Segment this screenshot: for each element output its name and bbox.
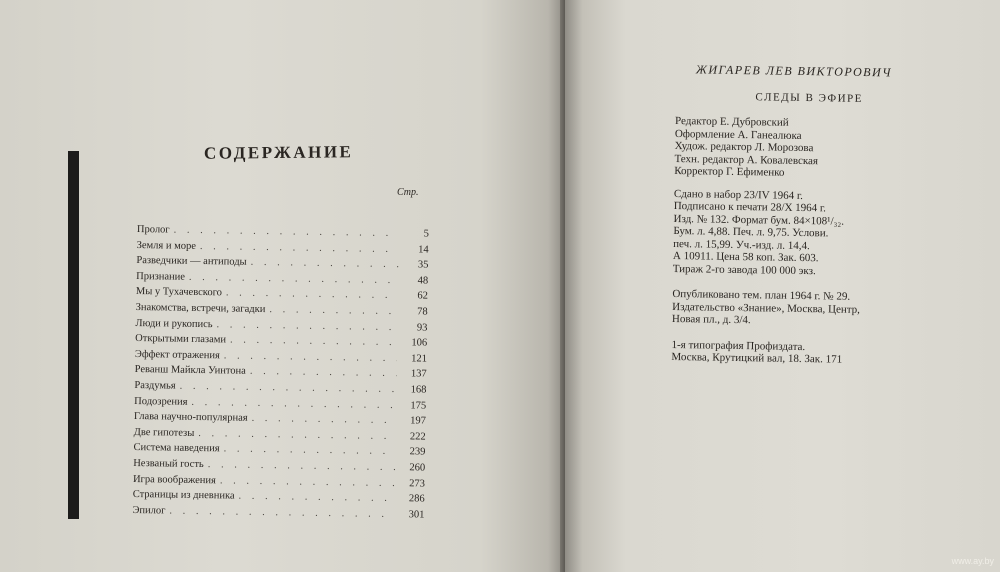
toc-leader-dots [230, 335, 397, 349]
print-detail-line: Подписано к печати 28/X 1964 г. [673, 199, 827, 215]
print-detail-line: Сдано в набор 23/IV 1964 г. [673, 187, 804, 202]
toc-entry-title: Земля и море [136, 239, 197, 252]
toc-leader-dots [226, 288, 398, 302]
credits-block [674, 115, 985, 182]
toc-entry-page: 222 [409, 431, 426, 443]
toc-entry-title: Реванш Майкла Уинтона [134, 364, 246, 378]
print-details-block [673, 187, 984, 279]
toc-entry-page: 260 [409, 462, 426, 474]
toc-entry-page: 48 [417, 275, 429, 287]
toc-entry-title: Страницы из дневника [132, 489, 235, 502]
toc-entry-title: Игра воображения [132, 473, 216, 486]
toc-leader-dots [189, 272, 398, 286]
printer-block [671, 338, 981, 368]
toc-leader-dots [224, 350, 397, 364]
toc-entry-title: Подозрения [134, 395, 188, 408]
toc-entry-page: 273 [409, 477, 426, 490]
toc-leader-dots [251, 257, 399, 270]
printer-line: Москва, Крутицкий вал, 18. Зак. 171 [671, 350, 843, 366]
toc-leader-dots [224, 444, 396, 458]
print-detail-line: Бум. л. 4,88. Печ. л. 9,75. Услови. [673, 224, 829, 240]
toc-list [132, 224, 429, 525]
toc-entry-page: 175 [410, 399, 427, 412]
toc-leader-dots [269, 304, 397, 317]
credit-line: Редактор Е. Дубровский [674, 114, 789, 129]
publisher-line: Опубликовано тем. план 1964 г. № 29. [672, 287, 851, 303]
publisher-line: Новая пл., д. 3/4. [671, 312, 751, 327]
toc-leader-dots [200, 241, 399, 255]
toc-entry-title: Признание [136, 270, 186, 283]
toc-entry-page: 14 [418, 244, 429, 256]
imprint-block [671, 63, 986, 368]
toc-leader-dots [180, 381, 397, 395]
page-column-label: Стр. [397, 187, 419, 198]
credit-line: Корректор Г. Ефименко [674, 164, 785, 179]
toc-entry-page: 301 [408, 508, 425, 521]
toc-entry-title: Незваный гость [133, 457, 204, 470]
toc-entry-page: 78 [417, 306, 428, 318]
credit-line: Техн. редактор А. Ковалевская [674, 152, 819, 167]
toc-entry-title: Мы у Тухачевского [135, 286, 223, 299]
toc-leader-dots [238, 491, 394, 504]
toc-leader-dots [198, 428, 396, 442]
toc-leader-dots [252, 413, 397, 426]
toc-leader-dots [174, 225, 399, 240]
toc-entry-page: 239 [409, 446, 426, 458]
toc-entry-page: 5 [423, 228, 429, 240]
margin-bar [68, 151, 79, 519]
toc-entry-title: Глава научно-популярная [133, 411, 248, 424]
toc-entry-title: Знакомства, встречи, загадки [135, 301, 266, 315]
toc-entry-page: 62 [417, 290, 428, 302]
toc-entry [132, 505, 424, 525]
print-detail-line: печ. л. 15,99. Уч.-изд. л. 14,4. [673, 237, 810, 252]
credit-line: Оформление А. Ганеалюка [674, 127, 802, 142]
toc-leader-dots [169, 505, 394, 520]
toc-entry-title: Пролог [136, 224, 170, 236]
toc-leader-dots [216, 319, 397, 333]
toc-entry-title: Эффект отражения [134, 348, 220, 362]
printer-line: 1-я типография Профиздата. [671, 338, 806, 353]
toc-leader-dots [208, 459, 396, 473]
print-detail-line: Тираж 2-го завода 100 000 экз. [672, 262, 816, 277]
toc-entry-page: 121 [411, 353, 428, 365]
publisher-line: Издательство «Знание», Москва, Центр, [672, 300, 861, 316]
credit-line: Худож. редактор Л. Морозова [674, 139, 814, 155]
toc-entry-title: Открытыми глазами [135, 333, 227, 346]
toc-heading: СОДЕРЖАНИЕ [203, 142, 354, 163]
toc-entry-title: Две гипотезы [133, 426, 195, 439]
publisher-block [672, 288, 983, 330]
toc-entry-title: Система наведения [133, 442, 220, 455]
watermark: www.ay.by [951, 556, 994, 566]
toc-entry-page: 197 [410, 415, 427, 427]
toc-entry-title: Раздумья [134, 379, 176, 392]
toc-entry-page: 286 [408, 493, 425, 505]
toc-entry-title: Эпилог [132, 504, 166, 517]
print-detail-line: А 10911. Цена 58 коп. Зак. 603. [672, 249, 819, 265]
author-name: ЖИГАРЕВ ЛЕВ ВИКТОРОВИЧ [695, 62, 893, 80]
toc-entry-page: 93 [416, 321, 428, 334]
print-detail-line: Изд. № 132. Формат бум. 84×108¹/₃₂. [673, 212, 845, 228]
toc-leader-dots [220, 475, 395, 489]
book-title: СЛЕДЫ В ЭФИРЕ [755, 90, 864, 105]
toc-entry-title: Люди и рукопись [135, 317, 213, 330]
toc-entry-page: 106 [411, 337, 428, 349]
toc-entry-title: Разведчики — антиподы [136, 255, 247, 268]
toc-leader-dots [191, 396, 396, 410]
toc-entry-page: 35 [417, 259, 429, 271]
toc-leader-dots [250, 366, 397, 379]
toc-entry-page: 137 [410, 368, 427, 380]
toc-entry-page: 168 [410, 384, 427, 396]
